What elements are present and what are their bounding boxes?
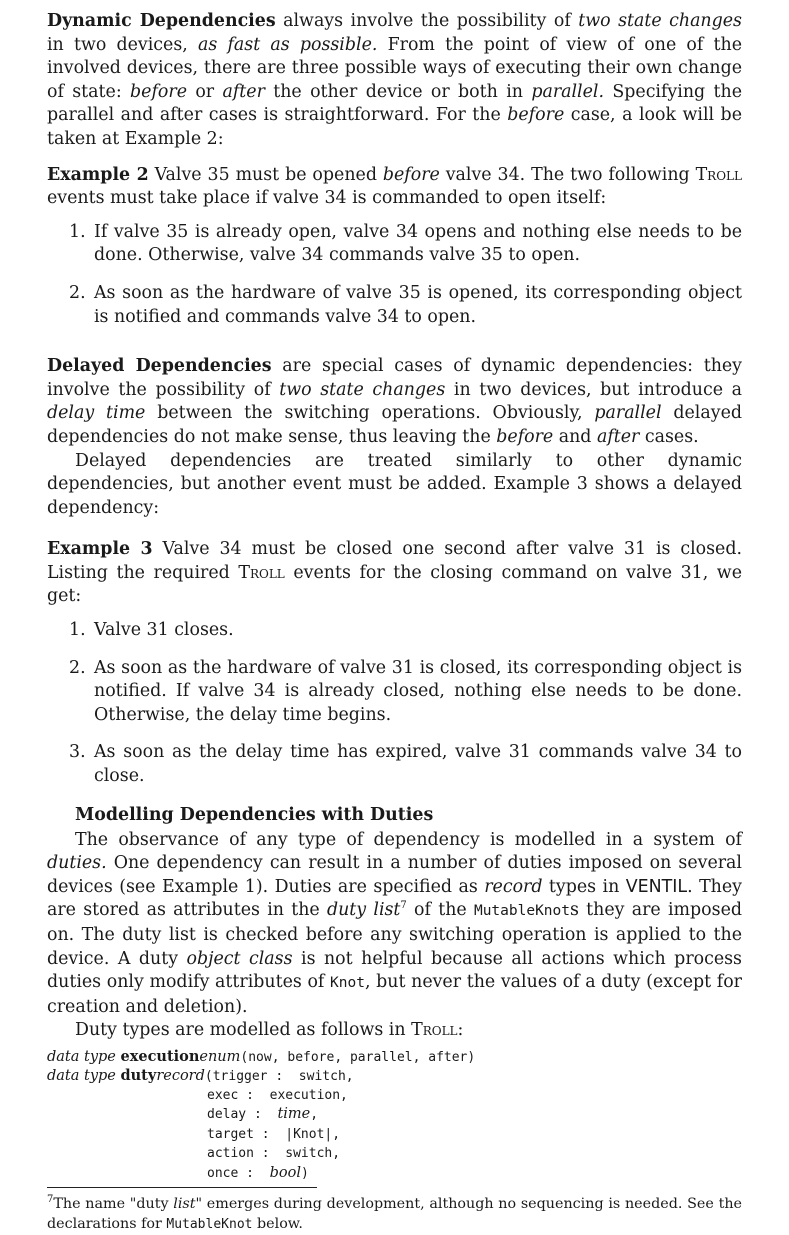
footnote-rule: [47, 1187, 317, 1188]
footnote-marker: 7: [400, 900, 407, 912]
delayed-dependencies-heading: Delayed Dependencies: [47, 356, 272, 377]
list-item: 2. As soon as the hardware of valve 31 is closed, its corresponding object is notified. If valve 34 is already closed, nothing else needs to be done. Otherwise, the delay time begins.: [69, 657, 742, 725]
section-heading: Modelling Dependencies with Duties: [75, 804, 434, 825]
list-item: 1. If valve 35 is already open, valve 34 opens and nothing else needs to be done. Otherwise, valve 34 commands valve 35 to open.: [69, 221, 742, 266]
duties-paragraph: The observance of any type of dependency is modelled in a system of duties. One dependency can result in a number of duties imposed on several devices (see Example 1). Duties are specified as record types in VENTIL. They are stored as attributes in the duty list$^7$ of the MutableKnots they are imposed on. The duty list is checked before any switching operation is applied to the device. A duty object class is not helpful because all actions which process duties only modify attributes of Knot, but never the values of a duty (except for creation and deletion).: [47, 829, 743, 1017]
code-line: action : switch,: [207, 1146, 341, 1162]
list-item: 3. As soon as the delay time has expired, valve 31 commands valve 34 to close.: [69, 742, 742, 787]
example-2-paragraph: Example 2 Valve 35 must be opened before valve 34. The two following Troll events must take place if valve 34 is commanded to open itself:: [47, 164, 742, 209]
code-block: [47, 1047, 742, 1184]
code-line: target : |Knot|,: [207, 1126, 341, 1142]
dynamic-dependencies-paragraph: Dynamic Dependencies always involve the possibility of two state changes in two devices, as fast as possible. From the point of view of one of the involved devices, there are three possible ways of executing their own change of state: before or after the other device or both in parallel. Specifying the parallel and after cases is straightforward. For the before case, a look will be taken at Example 2:: [47, 11, 742, 149]
list-item: 1. Valve 31 closes.: [69, 620, 234, 641]
duty-types-paragraph: Duty types are modelled as follows in Troll:: [75, 1020, 464, 1041]
example-3-paragraph: Example 3 Valve 34 must be closed one second after valve 31 is closed. Listing the required Troll events for the closing command on valve 31, we get:: [47, 539, 742, 607]
example-3-list: [47, 619, 742, 789]
footnote: $^7$The name "duty list" emerges during development, although no sequencing is needed. See the declarations for MutableKnot below.: [47, 1194, 742, 1233]
delayed-dependencies-paragraph-2: Delayed dependencies are treated similarly to other dynamic dependencies, but another event must be added. Example 3 shows a delayed dependency:: [47, 450, 742, 518]
code-line: data type dutyrecord(trigger : switch,: [47, 1067, 354, 1085]
code-line: once : bool): [207, 1164, 309, 1181]
code-line: data type executionenum(now, before, parallel, after): [47, 1047, 476, 1065]
page-content: [47, 10, 742, 1235]
example-3-label: Example 3: [47, 539, 153, 560]
code-line: exec : execution,: [207, 1087, 348, 1103]
example-2-label: Example 2: [47, 164, 149, 185]
list-item: 2. As soon as the hardware of valve 35 is opened, its corresponding object is notified and commands valve 34 to open.: [69, 282, 742, 327]
delayed-dependencies-paragraph: Delayed Dependencies are special cases of dynamic dependencies: they involve the possibility of two state changes in two devices, but introduce a delay time between the switching operations. Obviously, parallel delayed dependencies do not make sense, thus leaving the before and after cases.: [47, 356, 743, 447]
code-line: delay : time,: [207, 1106, 319, 1123]
footnote-number: 7: [47, 1194, 54, 1206]
example-2-list: [47, 221, 742, 329]
dynamic-dependencies-heading: Dynamic Dependencies: [47, 11, 276, 31]
